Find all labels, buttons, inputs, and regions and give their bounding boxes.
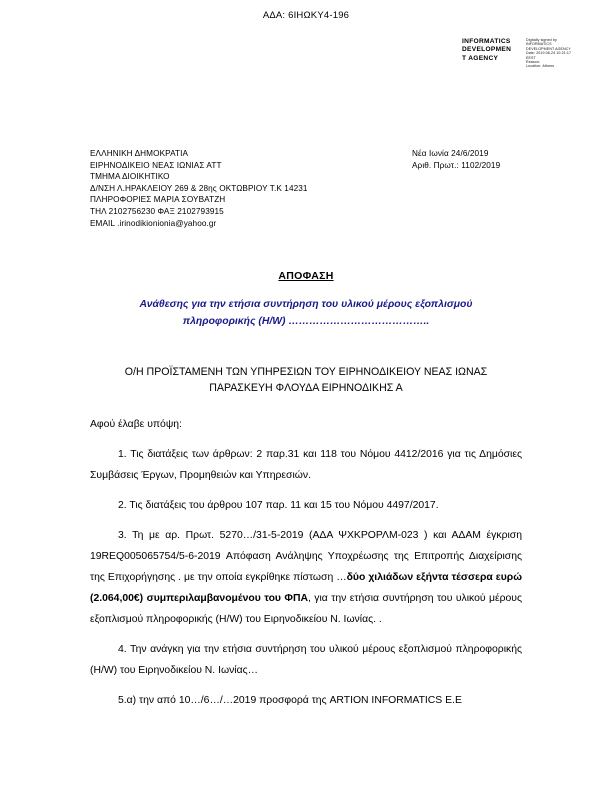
clause-1: 1. Τις διατάξεις των άρθρων: 2 παρ.31 και 118 του Νόμου 4412/2016 για τις Δημόσιες Συμβάσεις Έργων, Προμηθειών και Υπηρεσιών.: [90, 449, 522, 481]
subject-line-1: Ανάθεσης για την ετήσια συντήρηση του υλικού μέρους εξοπλισμού: [139, 299, 473, 310]
sender-line-1: ΕΛΛΗΝΙΚΗ ΔΗΜΟΚΡΑΤΙΑ: [90, 149, 189, 158]
logo-line-2: DEVELOPMEN: [462, 46, 512, 54]
sender-line-5: ΠΛΗΡΟΦΟΡΙΕΣ ΜΑΡΙΑ ΣΟΥΒΑΤΖΗ: [90, 195, 226, 205]
clause-2: 2. Τις διατάξεις του άρθρου 107 παρ. 11 και 15 του Νόμου 4497/2017.: [118, 500, 439, 511]
issuing-authority: [72, 364, 540, 396]
clause-5: 5.α) την από 10…/6…/…2019 προσφορά της ARTION INFORMATICS E.E: [118, 695, 462, 706]
clause-3-amount: δύο χιλιάδων εξήντα τέσσερα ευρώ (2.064,00€) συμπεριλαμβανομένου του ΦΠΑ: [90, 572, 522, 604]
sender-line-7: EMAIL .irinodikionionia@yahoo.gr: [90, 218, 217, 228]
signature-line-4: Date: 2019.06.24 10:21:17: [526, 51, 572, 56]
digital-signature-text: [526, 38, 590, 69]
sender-line-4: Δ/ΝΣΗ Λ.ΗΡΑΚΛΕΙΟΥ 269 & 28ης ΟΚΤΩΒΡΙΟΥ Τ.Κ 14231: [90, 183, 308, 193]
intro-paragraph: Αφού έλαβε υπόψη:: [90, 419, 182, 430]
clause-3-part-a: 3. Τη με αρ. Πρωτ. 5270…/31-5-2019 (ΑΔΑ ΨΧΚΡΟΡΛΜ-023 ) και ΑΔΑΜ έγκριση 19REQ005065754/5-6-2019 Απόφαση Ανάληψης Υποχρέωσης της Επιτροπής Διαχείρισης της Επιχορήγησης . με την οποία εγκρίθηκε πίστωση …: [90, 530, 522, 583]
protocol-number: Αριθ. Πρωτ.: 1102/2019: [412, 160, 501, 170]
clause-3-part-b: , για την ετήσια συντήρηση του υλικού μέρους εξοπλισμού πληροφορικής (Η/W) του Ειρηνοδικείου Ν. Ιωνίας. .: [90, 593, 522, 625]
signature-line-5: EEST: [526, 55, 536, 60]
sender-block: [90, 148, 308, 229]
signature-line-6: Reason:: [526, 60, 541, 65]
authority-line-1: Ο/Η ΠΡΟΪΣΤΑΜΕΝΗ ΤΩΝ ΥΠΗΡΕΣΙΩΝ ΤΟΥ ΕΙΡΗΝΟΔΙΚΕΙΟΥ ΝΕΑΣ ΙΩΝΑΣ: [124, 366, 488, 378]
page-title: ΑΠΟΦΑΣΗ: [278, 270, 334, 282]
document-subject: [90, 296, 522, 330]
ada-header: ΑΔΑ: 6ΙΗΩΚΥ4-196: [262, 10, 350, 21]
subject-line-2: πληροφορικής (Η/W) …………………………………..: [182, 316, 430, 327]
logo-line-1: INFORMATICS: [462, 38, 511, 45]
logo-line-3: T AGENCY: [462, 54, 499, 62]
sender-line-3: ΤΜΗΜΑ ΔΙΟΙΚΗΤΙΚΟ: [90, 172, 170, 182]
signature-line-2: INFORMATICS: [526, 42, 552, 47]
sender-line-6: ΤΗΛ 2102756230 ΦΑΞ 2102793915: [90, 206, 224, 216]
signature-line-7: Location: Athens: [526, 64, 555, 69]
logo-text: [462, 38, 511, 63]
clause-4: 4. Την ανάγκη για την ετήσια συντήρηση του υλικού μέρους εξοπλισμού πληροφορικής (Η/W) του Ειρηνοδικείου Ν. Ιωνίας…: [90, 644, 522, 676]
authority-line-2: ΠΑΡΑΣΚΕΥΗ ΦΛΟΥΔΑ ΕΙΡΗΝΟΔΙΚΗΣ Α: [209, 382, 403, 394]
signature-line-1: Digitally signed by: [526, 38, 557, 42]
date-protocol-block: [412, 148, 500, 171]
document-date: Νέα Ιωνία 24/6/2019: [412, 149, 489, 158]
informatics-development-agency-logo: [462, 38, 592, 78]
sender-line-2: ΕΙΡΗΝΟΔΙΚΕΙΟ ΝΕΑΣ ΙΩΝΙΑΣ ΑΤΤ: [90, 160, 222, 170]
signature-line-3: DEVELOPMENT AGENCY: [526, 46, 571, 51]
clause-3: [90, 525, 522, 630]
document-body: [90, 414, 522, 720]
